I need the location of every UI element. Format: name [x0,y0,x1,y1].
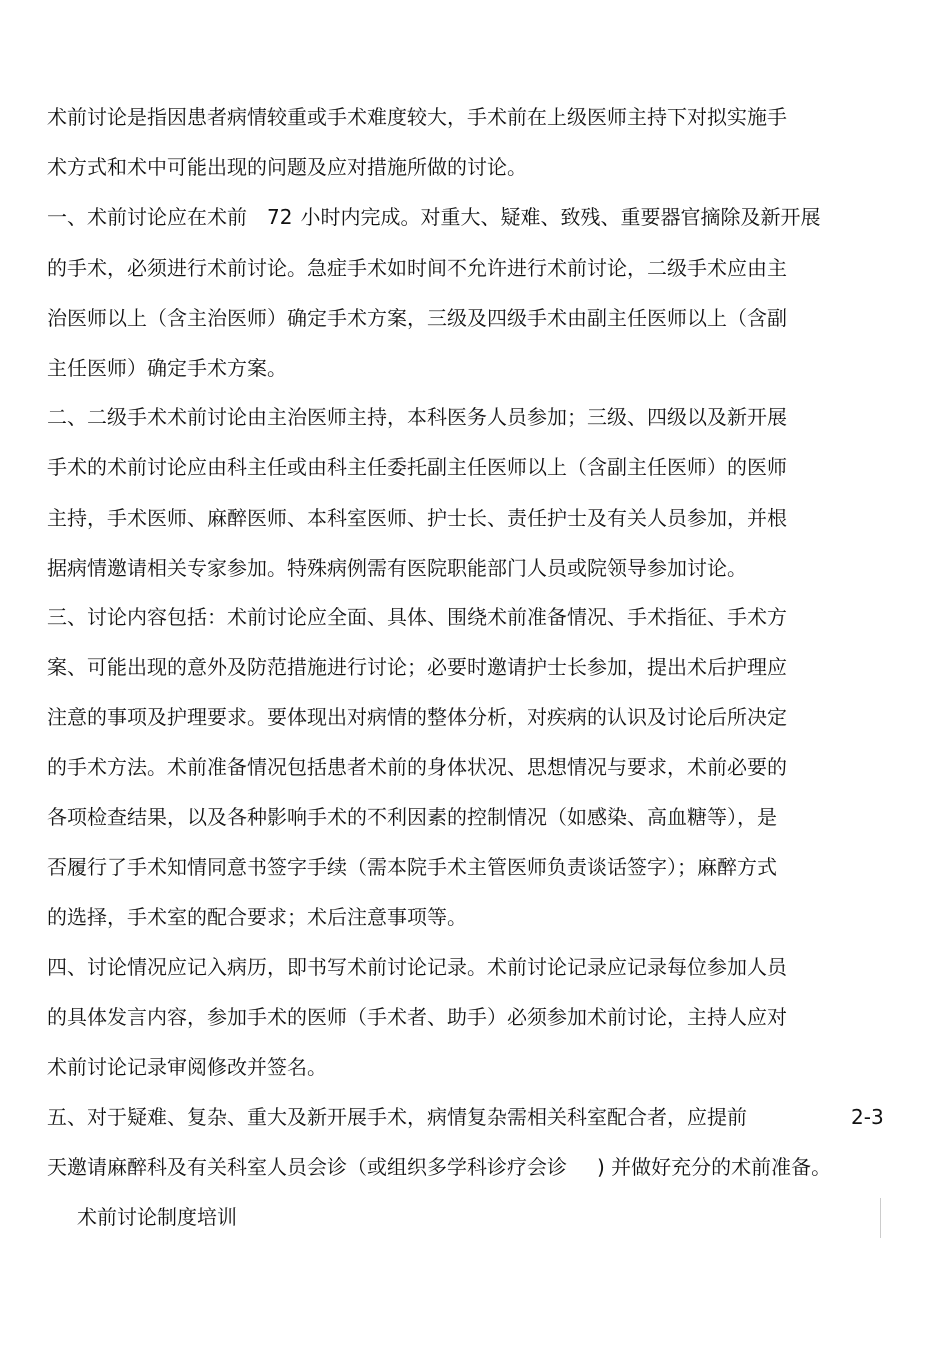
section3-line-2: 案、可能出现的意外及防范措施进行讨论；必要时邀请护士长参加，提出术后护理应 [47,655,787,679]
section2-line-4: 据病情邀请相关专家参加。特殊病例需有医院职能部门人员或院领导参加讨论。 [47,556,747,580]
section3-line-1: 三、讨论内容包括：术前讨论应全面、具体、围绕术前准备情况、手术指征、手术方 [47,605,787,629]
section1-line-1-a: 一、术前讨论应在术前 [47,205,247,229]
section5-line-1: 五、对于疑难、复杂、重大及新开展手术，病情复杂需相关科室配合者，应提前 [47,1105,747,1129]
section1-line-2: 的手术，必须进行术前讨论。急症手术如时间不允许进行术前讨论，二级手术应由主 [47,256,787,280]
section4-line-2: 的具体发言内容，参加手术的医师（手术者、助手）必须参加术前讨论，主持人应对 [47,1005,787,1029]
section5-line-2-a: 天邀请麻醉科及有关科室人员会诊（或组织多学科诊疗会诊 [47,1155,567,1179]
section3-line-5: 各项检查结果，以及各种影响手术的不利因素的控制情况（如感染、高血糖等），是 [47,805,777,829]
section4-line-1: 四、讨论情况应记入病历，即书写术前讨论记录。术前讨论记录应记录每位参加人员 [47,955,787,979]
section1-line-4: 主任医师）确定手术方案。 [47,356,287,380]
section1-line-1-b: 小时内完成。对重大、疑难、致残、重要器官摘除及新开展 [300,205,821,229]
section1-hours-number: 72 [267,205,293,229]
section2-line-2: 手术的术前讨论应由科主任或由科主任委托副主任医师以上（含副主任医师）的医师 [47,455,787,479]
section3-line-6: 否履行了手术知情同意书签字手续（需本院手术主管医师负责谈话签字）；麻醉方式 [47,855,777,879]
section4-line-3: 术前讨论记录审阅修改并签名。 [47,1055,327,1079]
intro-line-1: 术前讨论是指因患者病情较重或手术难度较大，手术前在上级医师主持下对拟实施手 [47,105,787,129]
section1-line-1 [47,204,820,230]
section5-line-2 [47,1154,831,1180]
section3-line-7: 的选择，手术室的配合要求；术后注意事项等。 [47,905,467,929]
intro-line-2: 术方式和术中可能出现的问题及应对措施所做的讨论。 [47,155,527,179]
section1-line-3: 治医师以上（含主治医师）确定手术方案，三级及四级手术由副主任医师以上（含副 [47,306,787,330]
page-edge-rule [880,1198,881,1238]
section3-line-3: 注意的事项及护理要求。要体现出对病情的整体分析，对疾病的认识及讨论后所决定 [47,705,787,729]
section3-line-4: 的手术方法。术前准备情况包括患者术前的身体状况、思想情况与要求，术前必要的 [47,755,787,779]
section2-line-3: 主持，手术医师、麻醉医师、本科室医师、护士长、责任护士及有关人员参加，并根 [47,506,787,530]
footer-title: 术前讨论制度培训 [77,1205,237,1229]
section5-days-number: 2-3 [851,1105,884,1129]
section5-line-2-b: ) 并做好充分的术前准备。 [597,1155,832,1179]
section2-line-1: 二、二级手术术前讨论由主治医师主持，本科医务人员参加；三级、四级以及新开展 [47,405,787,429]
